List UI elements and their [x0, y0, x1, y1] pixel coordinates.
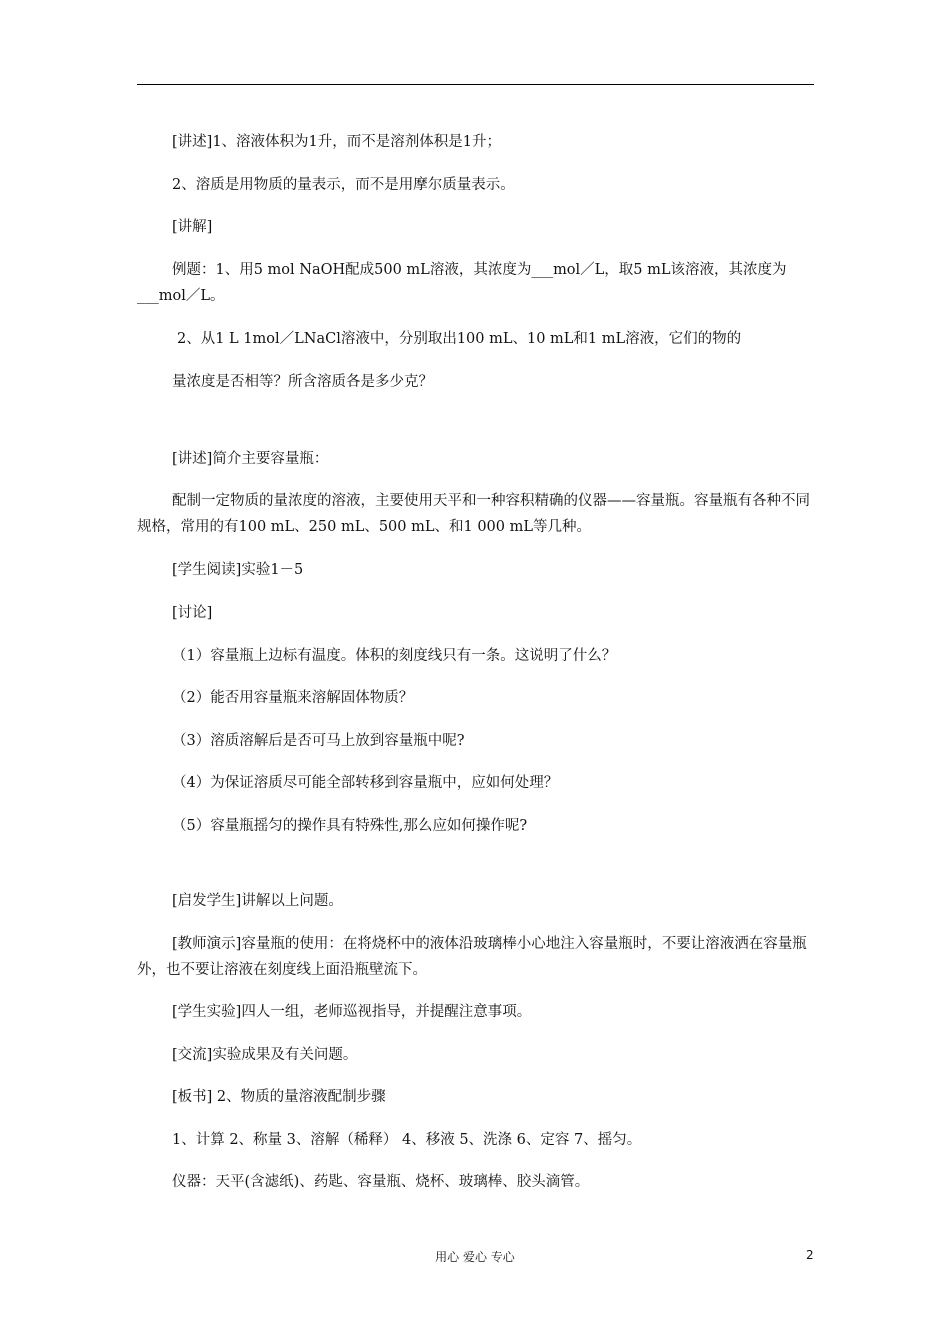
paragraph-2: 2、溶质是用物质的量表示，而不是用摩尔质量表示。: [172, 177, 515, 193]
paragraph-6: 量浓度是否相等？所含溶质各是多少克？: [172, 374, 433, 390]
paragraph-4: 例题：1、用5 mol NaOH配成500 mL溶液，其浓度为___mol／L，取5 mL该溶液，其浓度为___mol／L。: [137, 262, 787, 304]
paragraph-16: [启发学生]讲解以上问题。: [172, 893, 343, 909]
paragraph-5: 2、从1 L 1mol／LNaCl溶液中，分别取出100 mL、10 mL和1 mL溶液，它们的物的: [177, 331, 742, 347]
paragraph-19: [交流]实验成果及有关问题。: [172, 1047, 358, 1063]
paragraph-3: [讲解]: [172, 219, 213, 235]
paragraph-7: [讲述]简介主要容量瓶：: [172, 451, 329, 467]
paragraph-22: 仪器：天平(含滤纸)、药匙、容量瓶、烧杯、玻璃棒、胶头滴管。: [172, 1174, 590, 1190]
paragraph-18: [学生实验]四人一组，老师巡视指导，并提醒注意事项。: [172, 1004, 532, 1020]
page-number: 2: [806, 1248, 814, 1262]
paragraph-14: （4）为保证溶质尽可能全部转移到容量瓶中，应如何处理？: [172, 775, 559, 791]
paragraph-11: （1）容量瓶上边标有温度。体积的刻度线只有一条。这说明了什么？: [172, 648, 617, 664]
paragraph-13: （3）溶质溶解后是否可马上放到容量瓶中呢?: [172, 733, 465, 749]
paragraph-12: （2）能否用容量瓶来溶解固体物质？: [172, 690, 414, 706]
paragraph-21: 1、计算 2、称量 3、溶解（稀释） 4、移液 5、洗涤 6、定容 7、摇匀。: [172, 1132, 642, 1148]
paragraph-20: [板书] 2、物质的量溶液配制步骤: [172, 1089, 386, 1105]
paragraph-1: [讲述]1、溶液体积为1升，而不是溶剂体积是1升；: [172, 134, 501, 150]
paragraph-15: （5）容量瓶摇匀的操作具有特殊性,那么应如何操作呢?: [172, 818, 528, 834]
paragraph-17: [教师演示]容量瓶的使用：在将烧杯中的液体沿玻璃棒小心地注入容量瓶时，不要让溶液洒在容量瓶外，也不要让溶液在刻度线上面沿瓶壁流下。: [137, 936, 807, 978]
paragraph-10: [讨论]: [172, 605, 213, 621]
paragraph-8: 配制一定物质的量浓度的溶液，主要使用天平和一种容积精确的仪器——容量瓶。容量瓶有各种不同规格，常用的有100 mL、250 mL、500 mL、和1 000 mL等几种。: [137, 493, 810, 535]
page-footer: 用心 爱心 专心: [435, 1250, 515, 1264]
paragraph-9: [学生阅读]实验1－5: [172, 562, 304, 578]
header-rule: [137, 84, 814, 85]
